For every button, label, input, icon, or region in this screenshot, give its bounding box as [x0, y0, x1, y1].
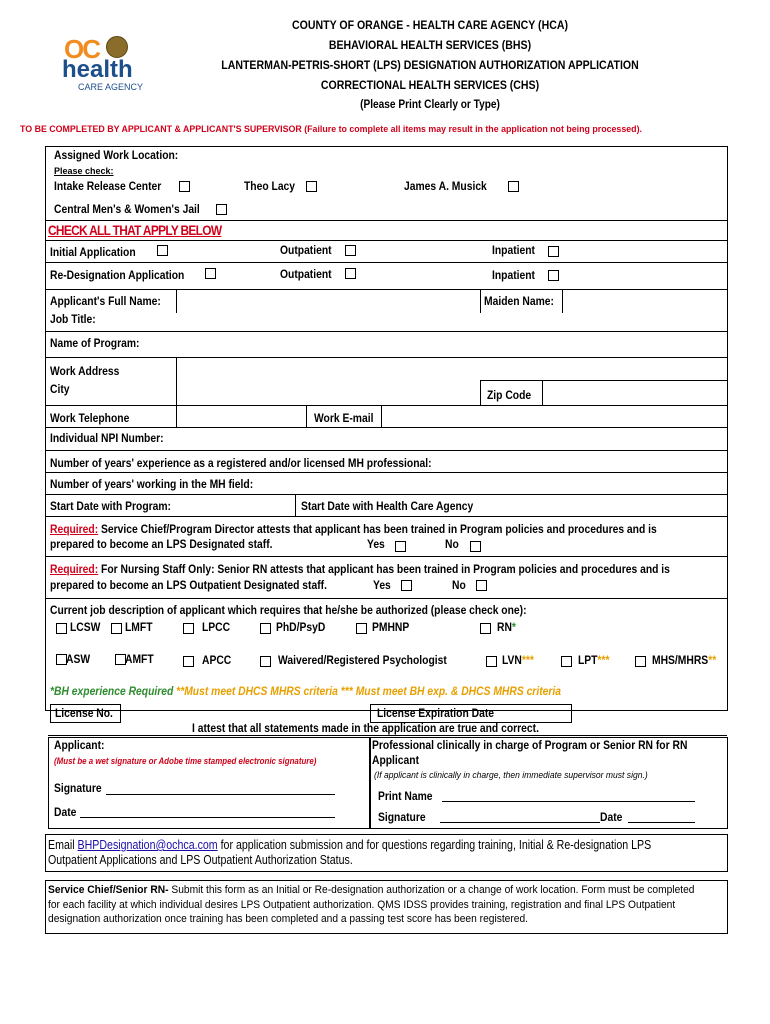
required2-text: [50, 562, 670, 576]
redesignation-outpatient-label: Outpatient: [280, 267, 332, 281]
applicant-title: Applicant:: [54, 738, 105, 752]
required1-yes-label: Yes: [367, 537, 385, 551]
full-name-label: Applicant's Full Name:: [50, 294, 161, 308]
start-hca-label: Start Date with Health Care Agency: [301, 499, 474, 513]
work-address-label: Work Address: [50, 364, 120, 378]
work-location-title: Assigned Work Location:: [54, 148, 179, 162]
rn-text: RN: [497, 620, 512, 634]
initial-outpatient-label: Outpatient: [280, 243, 332, 257]
applicant-date-line[interactable]: [80, 817, 335, 818]
redesignation-inpatient-label: Inpatient: [492, 268, 535, 282]
job-description-title: Current job description of applicant which requires that he/she be authorized (please check one):: [50, 603, 527, 617]
full-name-field[interactable]: [177, 290, 480, 312]
required1-body: Service Chief/Program Director attests that applicant has been trained in Program policies and procedures and is: [98, 522, 657, 536]
oc-logo-text: OC: [64, 34, 99, 64]
mhs-star: **: [708, 653, 717, 667]
musick-label: James A. Musick: [404, 179, 487, 193]
city-label: City: [50, 382, 70, 396]
lmft-label: LMFT: [125, 620, 153, 634]
lcsw-checkbox[interactable]: [56, 623, 67, 634]
header-line-3: LANTERMAN-PETRIS-SHORT (LPS) DESIGNATION AUTHORIZATION APPLICATION: [221, 58, 639, 72]
license-no-field[interactable]: [121, 705, 369, 721]
city-field[interactable]: [177, 382, 480, 404]
applicant-signature-label: Signature: [54, 781, 102, 795]
central-jail-checkbox[interactable]: [216, 204, 227, 215]
job-title-field[interactable]: [110, 313, 725, 331]
theo-lacy-checkbox[interactable]: [306, 181, 317, 192]
lmft-checkbox[interactable]: [111, 623, 122, 634]
applicant-note: (Must be a wet signature or Adobe time stamped electronic signature): [54, 756, 317, 766]
lpt-text: LPT: [578, 653, 598, 667]
years-experience-label: Number of years' experience as a registered and/or licensed MH professional:: [50, 456, 432, 470]
initial-inpatient-checkbox[interactable]: [548, 246, 559, 257]
required1-yes-checkbox[interactable]: [395, 541, 406, 552]
required1-no-label: No: [445, 537, 459, 551]
print-name-label: Print Name: [378, 789, 433, 803]
initial-application-label: Initial Application: [50, 245, 136, 259]
theo-lacy-label: Theo Lacy: [244, 179, 296, 193]
lpt-checkbox[interactable]: [561, 656, 572, 667]
job-title-label: Job Title:: [50, 312, 96, 326]
required1-label: Required:: [50, 522, 99, 536]
applicant-date-label: Date: [54, 805, 77, 819]
criteria-line: [50, 684, 561, 698]
intake-checkbox[interactable]: [179, 181, 190, 192]
service-chief-line2: for each facility at which individual desires LPS Outpatient authorization. QMS IDSS provides training, registration and final LPS Outpatient: [48, 899, 676, 911]
redesignation-label: Re-Designation Application: [50, 268, 185, 282]
print-name-line[interactable]: [442, 801, 695, 802]
email-prefix: Email: [48, 838, 78, 852]
rn-label: [497, 620, 516, 634]
required1-line2: prepared to become an LPS Designated staff.: [50, 537, 273, 551]
logo-health-text: health: [62, 56, 133, 83]
lpt-label: [578, 653, 610, 667]
program-label: Name of Program:: [50, 336, 140, 350]
work-telephone-field[interactable]: [177, 406, 305, 426]
pmhnp-checkbox[interactable]: [356, 623, 367, 634]
service-chief-label: Service Chief/Senior RN-: [48, 884, 169, 896]
npi-field[interactable]: [180, 428, 725, 448]
central-jail-label: Central Men's & Women's Jail: [54, 202, 200, 216]
email-suffix: for application submission and for questions regarding training, Initial & Re-designation LPS: [217, 838, 652, 852]
required2-no-label: No: [452, 578, 466, 592]
header-line-5: (Please Print Clearly or Type): [360, 99, 500, 111]
header-line-2: BEHAVIORAL HEALTH SERVICES (BHS): [328, 38, 532, 52]
professional-title: Professional clinically in charge of Program or Senior RN for RN: [372, 738, 688, 752]
professional-applicant: Applicant: [372, 753, 420, 767]
professional-signature-label: Signature: [378, 810, 426, 824]
mhs-checkbox[interactable]: [635, 656, 646, 667]
apcc-label: APCC: [202, 653, 232, 667]
header-line-1: COUNTY OF ORANGE - HEALTH CARE AGENCY (HCA): [292, 18, 568, 32]
asw-label: ASW: [66, 652, 91, 666]
required2-yes-checkbox[interactable]: [401, 580, 412, 591]
attest-statement: I attest that all statements made in the application are true and correct.: [192, 721, 539, 735]
initial-outpatient-checkbox[interactable]: [345, 245, 356, 256]
required2-label: Required:: [50, 562, 99, 576]
years-mh-label: Number of years' working in the MH field:: [50, 477, 254, 491]
check-all-heading: CHECK ALL THAT APPLY BELOW: [48, 222, 222, 238]
waivered-checkbox[interactable]: [260, 656, 271, 667]
zip-code-field[interactable]: [543, 381, 725, 403]
pmhnp-label: PMHNP: [372, 620, 410, 634]
amft-label: AMFT: [125, 652, 154, 666]
service-chief-line3: designation authorization once training has been completed and a passing test score has been registered.: [48, 913, 528, 925]
npi-label: Individual NPI Number:: [50, 431, 164, 445]
header-line-4: CORRECTIONAL HEALTH SERVICES (CHS): [320, 78, 540, 92]
applicant-signature-line[interactable]: [106, 794, 335, 795]
lvn-text: LVN: [502, 653, 522, 667]
phd-label: PhD/PsyD: [276, 620, 326, 634]
license-expiration-field[interactable]: [572, 705, 722, 721]
lvn-label: [502, 653, 534, 667]
lvn-star: ***: [521, 653, 534, 667]
service-chief-line1: [48, 884, 694, 896]
mhs-text: MHS/MHRS: [652, 653, 709, 667]
lcsw-label: LCSW: [70, 620, 101, 634]
lpcc-label: LPCC: [202, 620, 231, 634]
phd-checkbox[interactable]: [260, 623, 271, 634]
initial-inpatient-label: Inpatient: [492, 243, 535, 257]
county-seal-icon: [106, 36, 128, 58]
work-email-field[interactable]: [382, 406, 725, 426]
rn-checkbox[interactable]: [480, 623, 491, 634]
required1-no-checkbox[interactable]: [470, 541, 481, 552]
maiden-name-label: Maiden Name:: [484, 294, 554, 308]
required2-no-checkbox[interactable]: [476, 580, 487, 591]
years-experience-field[interactable]: [480, 453, 725, 471]
work-telephone-label: Work Telephone: [50, 411, 130, 425]
criteria-dhcs: **Must meet DHCS MHRS criteria: [173, 684, 338, 698]
redesignation-outpatient-checkbox[interactable]: [345, 268, 356, 279]
redesignation-checkbox[interactable]: [205, 268, 216, 279]
program-field[interactable]: [155, 333, 725, 355]
license-expiration-label: License Expiration Date: [377, 706, 495, 720]
required2-yes-label: Yes: [373, 578, 391, 592]
years-mh-field[interactable]: [280, 474, 725, 492]
professional-note: (If applicant is clinically in charge, then immediate supervisor must sign.): [374, 770, 648, 781]
apcc-checkbox[interactable]: [183, 656, 194, 667]
professional-signature-line[interactable]: [440, 822, 600, 823]
hca-logo: [58, 34, 148, 96]
lvn-checkbox[interactable]: [486, 656, 497, 667]
start-program-label: Start Date with Program:: [50, 499, 172, 513]
professional-date-line[interactable]: [628, 822, 695, 823]
work-email-label: Work E-mail: [314, 411, 374, 425]
lpt-star: ***: [597, 653, 610, 667]
required1-text: [50, 522, 657, 536]
logo-care-agency-text: CARE AGENCY: [78, 82, 144, 92]
maiden-name-field[interactable]: [563, 290, 726, 312]
professional-date-label: Date: [600, 810, 623, 824]
musick-checkbox[interactable]: [508, 181, 519, 192]
please-check-label: Please check:: [54, 166, 114, 176]
service-chief-text: Submit this form as an Initial or Re-designation authorization or a change of work location. Form must be completed: [168, 884, 695, 896]
license-no-label: License No.: [55, 706, 113, 720]
initial-application-checkbox[interactable]: [157, 245, 168, 256]
rn-star: *: [511, 620, 516, 634]
email-info-line1: [48, 838, 651, 852]
lpcc-checkbox[interactable]: [183, 623, 194, 634]
instruction-text: TO BE COMPLETED BY APPLICANT & APPLICANT'S SUPERVISOR (Failure to complete all items may result in the application not being processed).: [20, 124, 642, 135]
start-hca-field[interactable]: [500, 496, 725, 514]
intake-label: Intake Release Center: [54, 179, 162, 193]
email-info-line2: Outpatient Applications and LPS Outpatient Authorization Status.: [48, 853, 353, 867]
mhs-label: [652, 653, 716, 667]
zip-code-label: Zip Code: [487, 388, 532, 402]
criteria-bh-dhcs: *** Must meet BH exp. & DHCS MHRS criteria: [337, 684, 562, 698]
redesignation-inpatient-checkbox[interactable]: [548, 270, 559, 281]
work-address-field[interactable]: [177, 358, 725, 380]
required2-body: For Nursing Staff Only: Senior RN attests that applicant has been trained in Program policies and procedures and is: [98, 562, 670, 576]
waivered-label: Waivered/Registered Psychologist: [278, 653, 447, 667]
required2-line2: prepared to become an LPS Outpatient Designated staff.: [50, 578, 327, 592]
criteria-bh: *BH experience Required: [50, 684, 174, 698]
email-link[interactable]: BHPDesignation@ochca.com: [77, 838, 218, 852]
